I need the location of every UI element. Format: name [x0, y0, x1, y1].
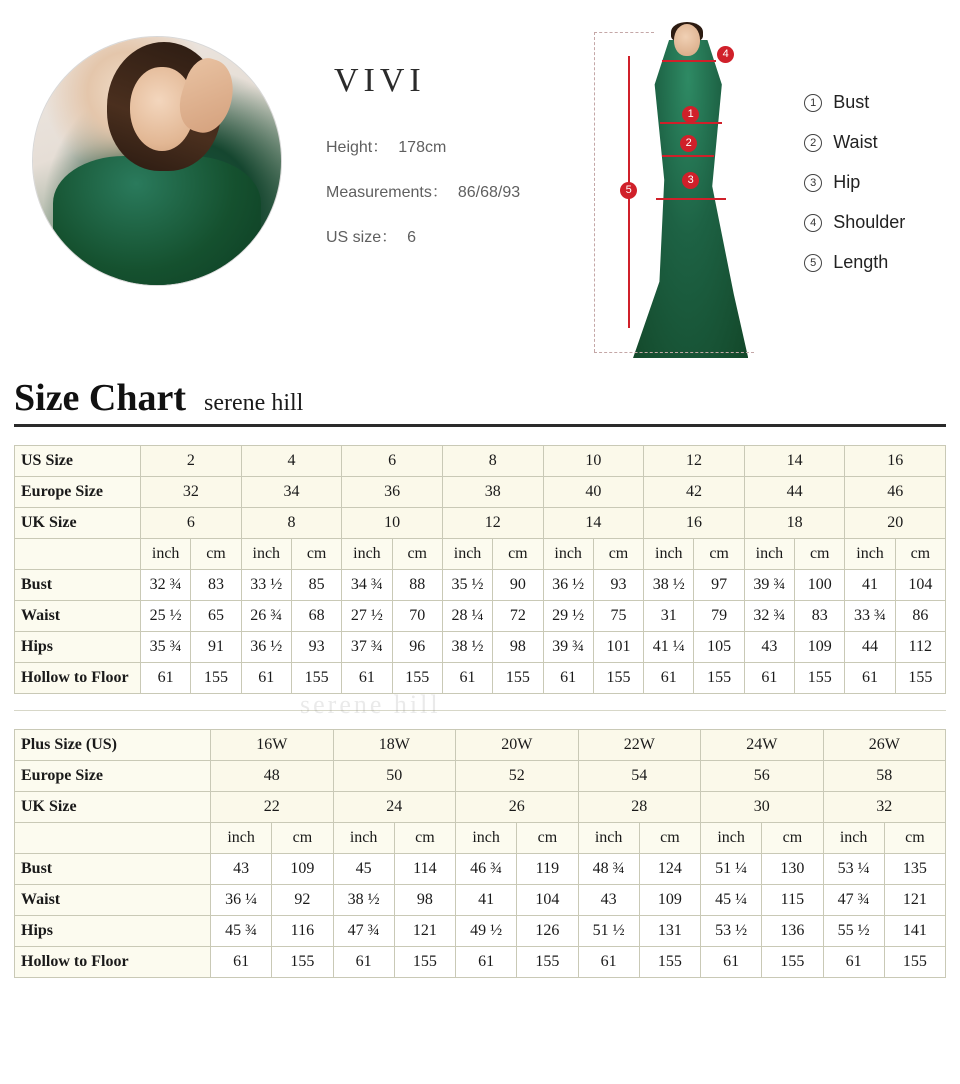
cell: 72	[493, 601, 543, 632]
cell: 28 ¼	[442, 601, 492, 632]
table-row-waist	[15, 601, 946, 632]
legend-number-icon: 4	[804, 214, 822, 232]
cell: 93	[593, 570, 643, 601]
unit-cell: cm	[795, 539, 845, 570]
cell: 38 ½	[442, 632, 492, 663]
cell: 30	[701, 792, 824, 823]
table-row-bust	[15, 570, 946, 601]
watermark: serene hill	[300, 690, 441, 719]
guide-left-vertical	[594, 32, 595, 352]
height-row	[326, 134, 520, 157]
cell: 155	[795, 663, 845, 694]
cell: 109	[795, 632, 845, 663]
cell: 39 ¾	[543, 632, 593, 663]
cell: 155	[191, 663, 241, 694]
cell: 16	[845, 446, 946, 477]
cell: 68	[291, 601, 341, 632]
unit-cell: inch	[211, 823, 272, 854]
cell: 98	[394, 885, 455, 916]
unit-cell: cm	[392, 539, 442, 570]
legend-item-waist	[804, 132, 905, 153]
cell: 96	[392, 632, 442, 663]
cell: 155	[517, 947, 578, 978]
table-row-plus-hips	[15, 916, 946, 947]
cell: 24	[333, 792, 456, 823]
cell: 24W	[701, 730, 824, 761]
table-row-europe-size	[15, 477, 946, 508]
model-portrait	[32, 36, 282, 286]
row-label: Bust	[15, 570, 141, 601]
guide-top-dash	[594, 32, 654, 33]
cell: 36 ½	[543, 570, 593, 601]
measurements-label: Measurements：	[326, 184, 448, 201]
cell: 41	[456, 885, 517, 916]
cell: 37 ¾	[342, 632, 392, 663]
cell: 4	[241, 446, 342, 477]
cell: 26	[456, 792, 579, 823]
legend-number-icon: 2	[804, 134, 822, 152]
cell: 33 ½	[241, 570, 291, 601]
cell: 20W	[456, 730, 579, 761]
cell: 46 ¾	[456, 854, 517, 885]
row-label: UK Size	[15, 792, 211, 823]
row-label: Hollow to Floor	[15, 947, 211, 978]
legend-item-hip	[804, 172, 905, 193]
legend-item-length	[804, 252, 905, 273]
cell: 38 ½	[644, 570, 694, 601]
cell: 155	[493, 663, 543, 694]
cell: 115	[762, 885, 823, 916]
cell: 155	[639, 947, 700, 978]
unit-cell: cm	[593, 539, 643, 570]
cell: 12	[442, 508, 543, 539]
legend-number-icon: 5	[804, 254, 822, 272]
cell: 55 ½	[823, 916, 884, 947]
row-label: Waist	[15, 885, 211, 916]
cell: 104	[895, 570, 945, 601]
cell: 28	[578, 792, 701, 823]
unit-cell: cm	[493, 539, 543, 570]
cell: 45	[333, 854, 394, 885]
shoulder-measure-line	[662, 60, 716, 62]
cell: 32 ¾	[141, 570, 191, 601]
table-row-units	[15, 539, 946, 570]
cell: 135	[884, 854, 945, 885]
height-value: 178cm	[398, 139, 447, 156]
page-title: Size Chart	[14, 377, 187, 419]
cell: 85	[291, 570, 341, 601]
waist-measure-line	[662, 155, 714, 157]
cell: 32	[141, 477, 242, 508]
figure-head	[674, 24, 700, 56]
row-label: Hollow to Floor	[15, 663, 141, 694]
unit-cell: inch	[543, 539, 593, 570]
cell: 61	[845, 663, 895, 694]
cell: 61	[644, 663, 694, 694]
cell: 36 ¼	[211, 885, 272, 916]
measurements-value: 86/68/93	[457, 184, 521, 201]
row-label: Bust	[15, 854, 211, 885]
unit-cell: cm	[884, 823, 945, 854]
row-label: Hips	[15, 632, 141, 663]
cell: 38	[442, 477, 543, 508]
unit-cell: cm	[191, 539, 241, 570]
cell: 56	[701, 761, 824, 792]
unit-cell: inch	[442, 539, 492, 570]
legend-number-icon: 1	[804, 94, 822, 112]
cell: 88	[392, 570, 442, 601]
cell: 34	[241, 477, 342, 508]
table-row-uk-size	[15, 508, 946, 539]
cell: 14	[543, 508, 644, 539]
unit-cell: inch	[342, 539, 392, 570]
table-row-plus-units	[15, 823, 946, 854]
cell: 155	[593, 663, 643, 694]
hip-measure-line	[656, 198, 726, 200]
cell: 40	[543, 477, 644, 508]
cell: 109	[272, 854, 333, 885]
cell: 65	[191, 601, 241, 632]
cell: 47 ¾	[823, 885, 884, 916]
cell: 42	[644, 477, 745, 508]
cell: 41	[845, 570, 895, 601]
unit-cell: inch	[333, 823, 394, 854]
cell: 79	[694, 601, 744, 632]
cell: 32	[823, 792, 946, 823]
cell: 35 ½	[442, 570, 492, 601]
header-section	[0, 0, 960, 370]
page-subtitle: serene hill	[204, 390, 304, 416]
model-specs	[326, 62, 520, 269]
cell: 8	[241, 508, 342, 539]
ussize-label: US size：	[326, 229, 398, 246]
table-row-us-size	[15, 446, 946, 477]
cell: 45 ¼	[701, 885, 762, 916]
brand-name: VIVI	[334, 62, 426, 99]
cell: 54	[578, 761, 701, 792]
cell: 136	[762, 916, 823, 947]
table-row-plus-bust	[15, 854, 946, 885]
cell: 86	[895, 601, 945, 632]
cell: 6	[342, 446, 443, 477]
table-row-plus-hollow-to-floor	[15, 947, 946, 978]
cell: 27 ½	[342, 601, 392, 632]
legend-item-shoulder	[804, 212, 905, 233]
cell: 18W	[333, 730, 456, 761]
cell: 92	[272, 885, 333, 916]
cell: 112	[895, 632, 945, 663]
cell: 26W	[823, 730, 946, 761]
cell: 51 ¼	[701, 854, 762, 885]
unit-cell: cm	[394, 823, 455, 854]
table-row-hips	[15, 632, 946, 663]
cell: 100	[795, 570, 845, 601]
unit-cell: inch	[456, 823, 517, 854]
cell: 48 ¾	[578, 854, 639, 885]
cell: 46	[845, 477, 946, 508]
table-row-plus-uk-size	[15, 792, 946, 823]
portrait-image	[33, 37, 281, 285]
table-row-plus-waist	[15, 885, 946, 916]
cell: 155	[884, 947, 945, 978]
unit-cell: cm	[291, 539, 341, 570]
cell: 155	[272, 947, 333, 978]
unit-cell: cm	[694, 539, 744, 570]
cell: 32 ¾	[744, 601, 794, 632]
cell: 155	[392, 663, 442, 694]
cell: 126	[517, 916, 578, 947]
cell: 52	[456, 761, 579, 792]
cell: 51 ½	[578, 916, 639, 947]
cell: 141	[884, 916, 945, 947]
marker-2-waist: 2	[680, 135, 697, 152]
cell: 155	[291, 663, 341, 694]
ussize-value: 6	[407, 229, 417, 246]
size-chart-title-bar	[14, 376, 946, 427]
cell: 61	[211, 947, 272, 978]
measurement-legend	[804, 92, 905, 370]
cell: 53 ¼	[823, 854, 884, 885]
cell: 121	[394, 916, 455, 947]
cell: 61	[442, 663, 492, 694]
row-label: Hips	[15, 916, 211, 947]
height-label: Height：	[326, 139, 389, 156]
cell: 105	[694, 632, 744, 663]
plus-size-table-wrap	[14, 729, 946, 978]
portrait-dress	[53, 156, 261, 286]
marker-5-length: 5	[620, 182, 637, 199]
cell: 36	[342, 477, 443, 508]
marker-3-hip: 3	[682, 172, 699, 189]
cell: 16W	[211, 730, 334, 761]
cell: 36 ½	[241, 632, 291, 663]
cell: 155	[694, 663, 744, 694]
cell: 12	[644, 446, 745, 477]
cell: 29 ½	[543, 601, 593, 632]
cell: 41 ¼	[644, 632, 694, 663]
cell: 53 ½	[701, 916, 762, 947]
unit-cell: inch	[701, 823, 762, 854]
cell: 20	[845, 508, 946, 539]
unit-cell: cm	[895, 539, 945, 570]
cell: 83	[191, 570, 241, 601]
cell: 61	[701, 947, 762, 978]
section-divider	[14, 710, 946, 711]
cell: 97	[694, 570, 744, 601]
cell: 22W	[578, 730, 701, 761]
cell: 116	[272, 916, 333, 947]
cell: 38 ½	[333, 885, 394, 916]
row-label: Plus Size (US)	[15, 730, 211, 761]
cell: 45 ¾	[211, 916, 272, 947]
legend-label: Shoulder	[833, 212, 906, 232]
cell: 26 ¾	[241, 601, 291, 632]
unit-cell: inch	[578, 823, 639, 854]
unit-cell: inch	[744, 539, 794, 570]
cell: 109	[639, 885, 700, 916]
cell: 61	[342, 663, 392, 694]
cell: 8	[442, 446, 543, 477]
cell: 83	[795, 601, 845, 632]
cell: 10	[342, 508, 443, 539]
cell: 50	[333, 761, 456, 792]
cell: 131	[639, 916, 700, 947]
legend-label: Waist	[833, 132, 878, 152]
legend-label: Length	[833, 252, 889, 272]
cell: 61	[823, 947, 884, 978]
cell: 130	[762, 854, 823, 885]
cell: 61	[456, 947, 517, 978]
cell: 58	[823, 761, 946, 792]
cell: 61	[543, 663, 593, 694]
cell: 18	[744, 508, 845, 539]
model-block	[14, 18, 572, 370]
row-label: UK Size	[15, 508, 141, 539]
unit-cell: cm	[272, 823, 333, 854]
cell: 43	[211, 854, 272, 885]
cell: 98	[493, 632, 543, 663]
ussize-row	[326, 224, 520, 247]
cell: 119	[517, 854, 578, 885]
cell: 61	[578, 947, 639, 978]
cell: 49 ½	[456, 916, 517, 947]
cell: 31	[644, 601, 694, 632]
row-label: Europe Size	[15, 761, 211, 792]
cell: 48	[211, 761, 334, 792]
row-label: US Size	[15, 446, 141, 477]
cell: 16	[644, 508, 745, 539]
cell: 114	[394, 854, 455, 885]
cell: 75	[593, 601, 643, 632]
plus-size-table	[14, 729, 946, 978]
unit-cell: inch	[241, 539, 291, 570]
unit-cell: inch	[845, 539, 895, 570]
row-label	[15, 823, 211, 854]
unit-cell: inch	[644, 539, 694, 570]
standard-size-table	[14, 445, 946, 694]
unit-cell: inch	[823, 823, 884, 854]
legend-item-bust	[804, 92, 905, 113]
cell: 61	[141, 663, 191, 694]
cell: 124	[639, 854, 700, 885]
cell: 61	[333, 947, 394, 978]
guide-bottom-dash	[594, 352, 754, 353]
table-row-plus-us-size	[15, 730, 946, 761]
legend-label: Bust	[833, 92, 870, 112]
measurements-row	[326, 179, 520, 202]
cell: 6	[141, 508, 242, 539]
cell: 14	[744, 446, 845, 477]
cell: 10	[543, 446, 644, 477]
cell: 93	[291, 632, 341, 663]
cell: 35 ¾	[141, 632, 191, 663]
cell: 25 ½	[141, 601, 191, 632]
table-row-hollow-to-floor	[15, 663, 946, 694]
table-row-plus-europe-size	[15, 761, 946, 792]
row-label: Europe Size	[15, 477, 141, 508]
cell: 44	[744, 477, 845, 508]
cell: 155	[895, 663, 945, 694]
cell: 104	[517, 885, 578, 916]
unit-cell: cm	[639, 823, 700, 854]
cell: 121	[884, 885, 945, 916]
measurement-diagram	[572, 18, 946, 370]
marker-1-bust: 1	[682, 106, 699, 123]
cell: 43	[744, 632, 794, 663]
legend-number-icon: 3	[804, 174, 822, 192]
cell: 101	[593, 632, 643, 663]
standard-size-table-wrap	[14, 445, 946, 694]
row-label	[15, 539, 141, 570]
cell: 91	[191, 632, 241, 663]
unit-cell: cm	[762, 823, 823, 854]
cell: 22	[211, 792, 334, 823]
dress-figure	[586, 22, 796, 362]
cell: 61	[241, 663, 291, 694]
cell: 155	[762, 947, 823, 978]
unit-cell: inch	[141, 539, 191, 570]
cell: 47 ¾	[333, 916, 394, 947]
cell: 43	[578, 885, 639, 916]
cell: 44	[845, 632, 895, 663]
cell: 61	[744, 663, 794, 694]
cell: 2	[141, 446, 242, 477]
cell: 33 ¾	[845, 601, 895, 632]
cell: 34 ¾	[342, 570, 392, 601]
marker-4-shoulder: 4	[717, 46, 734, 63]
cell: 90	[493, 570, 543, 601]
legend-label: Hip	[833, 172, 861, 192]
unit-cell: cm	[517, 823, 578, 854]
cell: 39 ¾	[744, 570, 794, 601]
cell: 155	[394, 947, 455, 978]
cell: 70	[392, 601, 442, 632]
row-label: Waist	[15, 601, 141, 632]
